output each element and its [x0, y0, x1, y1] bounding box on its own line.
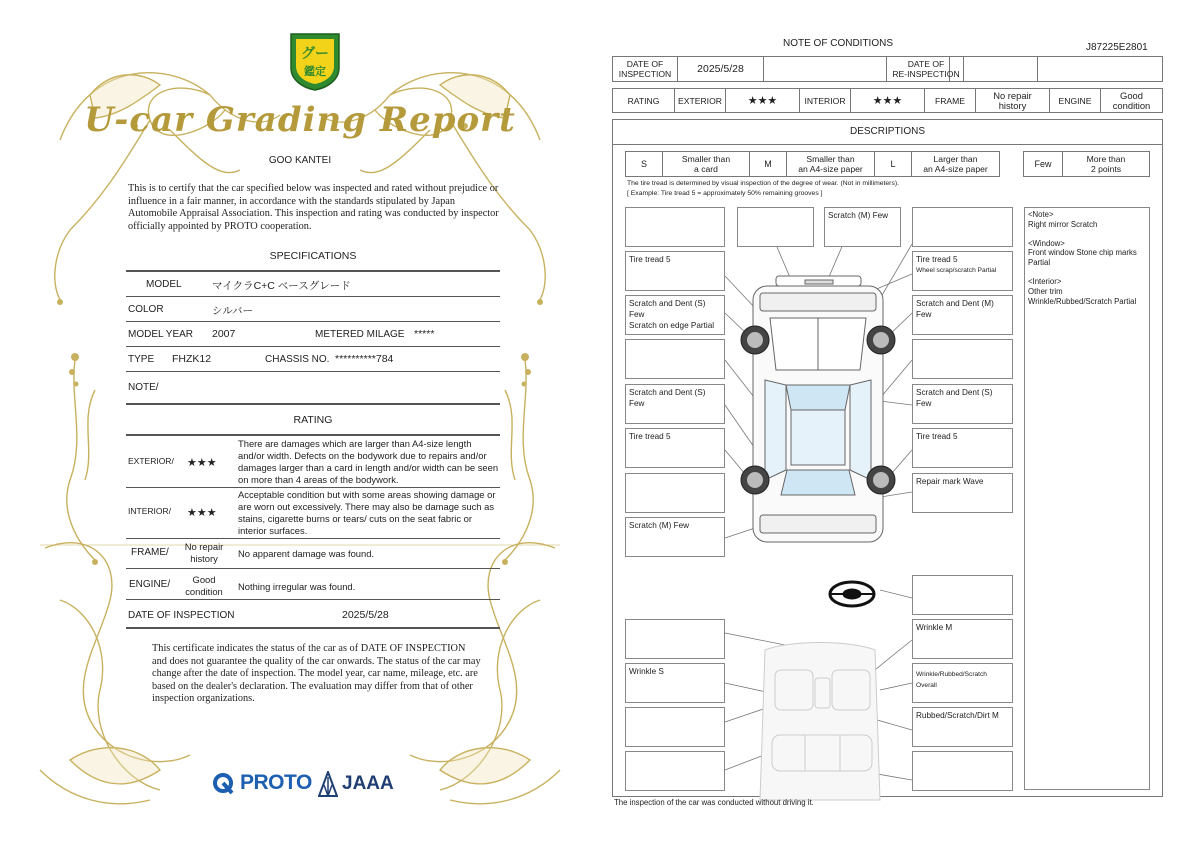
date-of-inspection-value: 2025/5/28 [342, 609, 389, 621]
note-of-conditions [600, 0, 1200, 848]
conditions-footer: The inspection of the car was conducted without driving it. [614, 798, 814, 807]
certificate-title: U-car Grading Report [84, 100, 516, 140]
interior-description: Acceptable condition but with some areas showing damage or are worn out excessively. There may also be damage such as stains, cigarette burns or tears/ cuts on the seat fabric or interior surfaces. [238, 489, 496, 536]
value-line: No repair [993, 89, 1032, 101]
conditions-title: NOTE OF CONDITIONS [783, 38, 893, 49]
engine-value [178, 574, 230, 598]
damage-box [912, 751, 1013, 791]
damage-box-right-tire-front [912, 251, 1013, 291]
model-year-label: MODEL YEAR [128, 329, 194, 340]
divider [126, 346, 500, 347]
damage-box-front-bumper [824, 207, 901, 247]
certificate-intro: This is to certify that the car specified below was inspected and rated without prejudice or influence in a fair manner, in accordance with the standards stipulated by Japan Automobile Appraisal Association. This inspection and rating was conducted by inspector officially appointed by PROTO cooperation. [128, 183, 499, 232]
damage-text: Repair mark Wave [916, 477, 984, 486]
proto-logo-icon [212, 771, 234, 795]
divider [126, 371, 500, 372]
damage-box [912, 575, 1013, 615]
window-heading: <Window> [1028, 238, 1065, 248]
legend-line: More than [1086, 154, 1126, 164]
model-label: MODEL [146, 279, 182, 290]
frame-value [178, 541, 230, 565]
damage-box [625, 207, 725, 247]
engine-value-line: Good [192, 574, 216, 585]
divider [126, 568, 500, 569]
model-value: マイクラC+C ベースグレード [212, 280, 351, 292]
note-text: Right mirror Scratch [1028, 219, 1098, 229]
damage-text: Scratch and Dent (S) Few [629, 388, 706, 408]
legend-line: Smaller than [806, 154, 855, 164]
divider [126, 487, 500, 488]
metered-milage-label: METERED MILAGE [315, 329, 405, 340]
damage-text: Scratch on edge Partial [629, 321, 715, 330]
divider [126, 403, 500, 405]
interior-stars: ★★★ [187, 506, 217, 519]
divider [126, 434, 500, 436]
damage-box-rear-right [912, 473, 1013, 513]
certificate-footer: This certificate indicates the status of the car as of DATE OF INSPECTION and does not guarantee the quality of the car onwards. The status of the car may change after the date of inspection. The model year, car name, mileage, etc. are based on the dealer's declaration. The evaluation may differ from that of other inspection organizations. [152, 643, 481, 705]
color-label: COLOR [128, 304, 164, 315]
window-text: Front window Stone chip marks Partial [1028, 248, 1137, 268]
damage-text: Scratch and Dent (M) Few [916, 299, 994, 319]
divider [126, 627, 500, 629]
exterior-header: EXTERIOR [674, 88, 726, 113]
date-of-inspection-label: DATE OF INSPECTION [128, 610, 235, 621]
proto-logo-text: PROTO [240, 771, 312, 794]
specifications-heading: SPECIFICATIONS [269, 250, 357, 262]
legend-line: Smaller than [681, 154, 731, 164]
value-line: history [998, 99, 1027, 111]
note-label: NOTE/ [128, 382, 159, 393]
certificate-subtitle: GOO KANTEI [268, 155, 332, 166]
damage-box-left-front-door [625, 295, 725, 335]
engine-description: Nothing irregular was found. [238, 581, 356, 592]
damage-box [625, 473, 725, 513]
damage-text: Wheel scrap/scratch Partial [916, 267, 997, 274]
exterior-stars: ★★★ [725, 88, 800, 113]
frame-label: FRAME/ [131, 547, 169, 558]
jaaa-logo-icon [318, 771, 338, 797]
damage-box-interior-front-seat [912, 663, 1013, 703]
damage-box-rear-left [625, 517, 725, 557]
damage-box-interior-left [625, 663, 725, 703]
metered-milage-value: ***** [414, 328, 435, 340]
legend-line: Larger than [933, 154, 978, 164]
frame-header: FRAME [924, 88, 976, 113]
exterior-stars: ★★★ [187, 456, 217, 469]
damage-text: Scratch and Dent (S) Few [916, 388, 993, 408]
exterior-description: There are damages which are larger than A4-size length and/or width. Defects on the bodywork due to repairs and/or damages larger than a card in length and/or width can be seen on more than 4 areas of the bodywork. [238, 438, 499, 485]
value-line: condition [1112, 99, 1151, 111]
damage-text: Wrinkle M [916, 623, 953, 632]
svg-text:グー: グー [301, 46, 329, 62]
divider [126, 321, 500, 322]
damage-text: Tire tread 5 [629, 255, 671, 264]
engine-value-line: condition [185, 586, 223, 597]
legend-line: an A4-size paper [923, 164, 988, 174]
damage-box [737, 207, 814, 247]
interior-label: INTERIOR/ [128, 506, 171, 516]
damage-box-interior-rear [912, 707, 1013, 747]
steering-wheel-icon [830, 582, 874, 606]
chassis-value: **********784 [335, 353, 394, 365]
header-line: INSPECTION [618, 69, 672, 79]
damage-box [625, 751, 725, 791]
interior-header: INTERIOR [799, 88, 851, 113]
type-label: TYPE [128, 354, 155, 365]
rating-header: RATING [612, 88, 675, 113]
svg-text:鑑定: 鑑定 [304, 65, 326, 78]
damage-box-right-rear-door [912, 384, 1013, 424]
damage-text: Rubbed/Scratch/Dirt M [916, 711, 999, 720]
interior-text: Other trim [1028, 286, 1063, 296]
header-line: DATE OF [626, 59, 664, 69]
legend-line: an A4-size paper [798, 164, 863, 174]
header-line: DATE OF [907, 59, 945, 69]
damage-text: Scratch (M) Few [828, 211, 889, 220]
engine-header: ENGINE [1049, 88, 1101, 113]
engine-label: ENGINE/ [129, 579, 171, 590]
damage-box-left-tire-rear [625, 428, 725, 468]
frame-value-line: history [190, 553, 218, 564]
legend-few-key: Few [1023, 151, 1063, 177]
legend-m-key: M [749, 151, 787, 177]
proto-logo [212, 771, 312, 795]
reference-number: J87225E2801 [1086, 42, 1148, 53]
damage-text: Tire tread 5 [916, 432, 958, 441]
legend-s-key: S [625, 151, 663, 177]
tire-tread-note: The tire tread is determined by visual inspection of the degree of wear. (Not in millimeters). [627, 180, 899, 187]
interior-stars: ★★★ [850, 88, 925, 113]
jaaa-logo-text: JAAA [342, 773, 394, 794]
interior-text: Wrinkle/Rubbed/Scratch Partial [1028, 296, 1137, 306]
chassis-label: CHASSIS NO. [265, 354, 330, 365]
rating-heading: RATING [293, 414, 333, 426]
damage-box-interior-dashboard [912, 619, 1013, 659]
legend-l-key: L [874, 151, 912, 177]
goo-kantei-badge-icon [287, 30, 343, 92]
damage-box-left-tire-front [625, 251, 725, 291]
note-heading: <Note> [1028, 210, 1054, 219]
exterior-label: EXTERIOR/ [128, 456, 174, 466]
damage-text: Tire tread 5 [629, 432, 671, 441]
color-value: シルバー [212, 305, 254, 317]
damage-box [912, 207, 1013, 247]
damage-box-right-tire-rear [912, 428, 1013, 468]
divider [126, 296, 500, 297]
model-year-value: 2007 [212, 328, 236, 340]
damage-text: Scratch (M) Few [629, 521, 690, 530]
legend-line: 2 points [1090, 164, 1122, 174]
legend-line: a card [694, 164, 718, 174]
header-line: RE-INSPECTION [892, 69, 960, 79]
damage-box-right-front-door [912, 295, 1013, 335]
notes-panel [1024, 207, 1150, 790]
damage-text: Wrinkle/Rubbed/Scratch Overall [916, 671, 987, 689]
tire-tread-example: [ Example: Tire tread 5 = approximately 50% remaining grooves ] [627, 190, 823, 197]
divider [126, 270, 500, 272]
descriptions-heading: DESCRIPTIONS [849, 126, 925, 137]
date-of-inspection-cell: 2025/5/28 [677, 56, 764, 82]
frame-value-line: No repair [184, 541, 224, 552]
value-line: Good [1120, 89, 1143, 101]
divider [126, 538, 500, 539]
damage-text: Tire tread 5 [916, 255, 958, 264]
damage-box [625, 619, 725, 659]
divider [126, 599, 500, 600]
damage-box [912, 339, 1013, 379]
jaaa-logo [318, 771, 394, 797]
type-value: FHZK12 [172, 353, 212, 365]
damage-box [625, 339, 725, 379]
interior-heading: <Interior> [1028, 276, 1062, 286]
damage-box [625, 707, 725, 747]
damage-text: Scratch and Dent (S) Few [629, 299, 706, 319]
damage-text: Wrinkle S [629, 667, 664, 676]
damage-box-left-rear-door [625, 384, 725, 424]
frame-description: No apparent damage was found. [238, 548, 375, 559]
